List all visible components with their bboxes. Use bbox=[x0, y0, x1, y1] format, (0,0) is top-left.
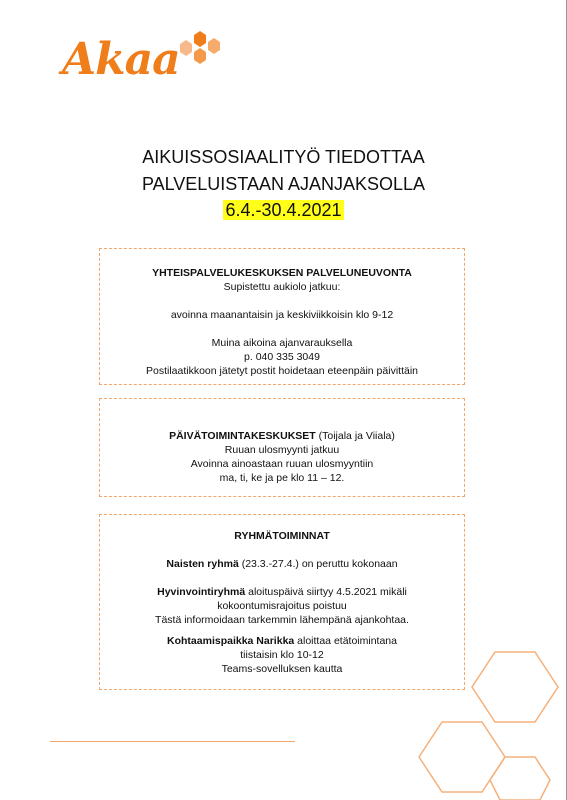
honeycomb-icon bbox=[166, 30, 226, 70]
box3-p3-line3: Teams-sovelluksen kautta bbox=[221, 663, 343, 675]
heading-line-1: AIKUISSOSIAALITYÖ TIEDOTTAA bbox=[142, 147, 425, 167]
box3-p3-rest: aloittaa etätoimintana bbox=[294, 635, 397, 647]
service-advice-box bbox=[99, 248, 465, 385]
box3-p2-line3: Tästä informoidaan tarkemmin lähempänä ajankohtaa. bbox=[155, 614, 409, 626]
box3-p1-rest: (23.3.-27.4.) on peruttu kokonaan bbox=[238, 558, 398, 570]
box1-title: YHTEISPALVELUKESKUKSEN PALVELUNEUVONTA bbox=[152, 267, 412, 279]
box3-title: RYHMÄTOIMINNAT bbox=[234, 530, 330, 542]
box1-line5: Postilaatikkoon jätetyt postit hoidetaan eteenpäin päivittäin bbox=[145, 365, 418, 377]
heading-line-2: PALVELUISTAAN AJANJAKSOLLA bbox=[141, 174, 426, 194]
box3-p2-bold: Hyvinvointiryhmä bbox=[157, 586, 246, 598]
box3-p3-line2: tiistaisin klo 10-12 bbox=[240, 649, 324, 661]
box3-p2-rest: aloituspäivä siirtyy 4.5.2021 mikäli bbox=[245, 586, 407, 598]
date-range: 6.4.-30.4.2021 bbox=[225, 200, 342, 220]
box3-p1-bold: Naisten ryhmä bbox=[166, 558, 239, 570]
box1-line3: Muina aikoina ajanvarauksella bbox=[211, 337, 353, 349]
box3-p2 bbox=[100, 585, 464, 599]
day-activity-box bbox=[99, 398, 465, 497]
box1-phone: p. 040 335 3049 bbox=[244, 351, 320, 363]
hexagon-decoration-icon bbox=[400, 640, 566, 800]
box2-line3: ma, ti, ke ja pe klo 11 – 12. bbox=[219, 472, 345, 484]
logo-text: Akaa bbox=[62, 34, 180, 85]
box2-line2: Avoinna ainoastaan ruuan ulosmyyntiin bbox=[190, 458, 374, 470]
footer-divider bbox=[50, 741, 295, 742]
box2-title-bold: PÄIVÄTOIMINTAKESKUKSET bbox=[169, 430, 316, 442]
akaa-logo bbox=[62, 30, 222, 100]
date-range-wrapper bbox=[0, 199, 567, 221]
box2-title-rest: (Toijala ja Viiala) bbox=[315, 430, 395, 442]
box3-p3-bold: Kohtaamispaikka Narikka bbox=[167, 635, 295, 647]
box2-line1: Ruuan ulosmyynti jatkuu bbox=[224, 444, 340, 456]
box3-p2-line2: kokoontumisrajoitus poistuu bbox=[217, 600, 347, 612]
box1-line2: avoinna maanantaisin ja keskiviikkoisin klo 9-12 bbox=[170, 309, 394, 321]
box2-title bbox=[100, 429, 464, 443]
box1-line1: Supistettu aukiolo jatkuu: bbox=[223, 281, 341, 293]
box3-p1 bbox=[100, 557, 464, 571]
